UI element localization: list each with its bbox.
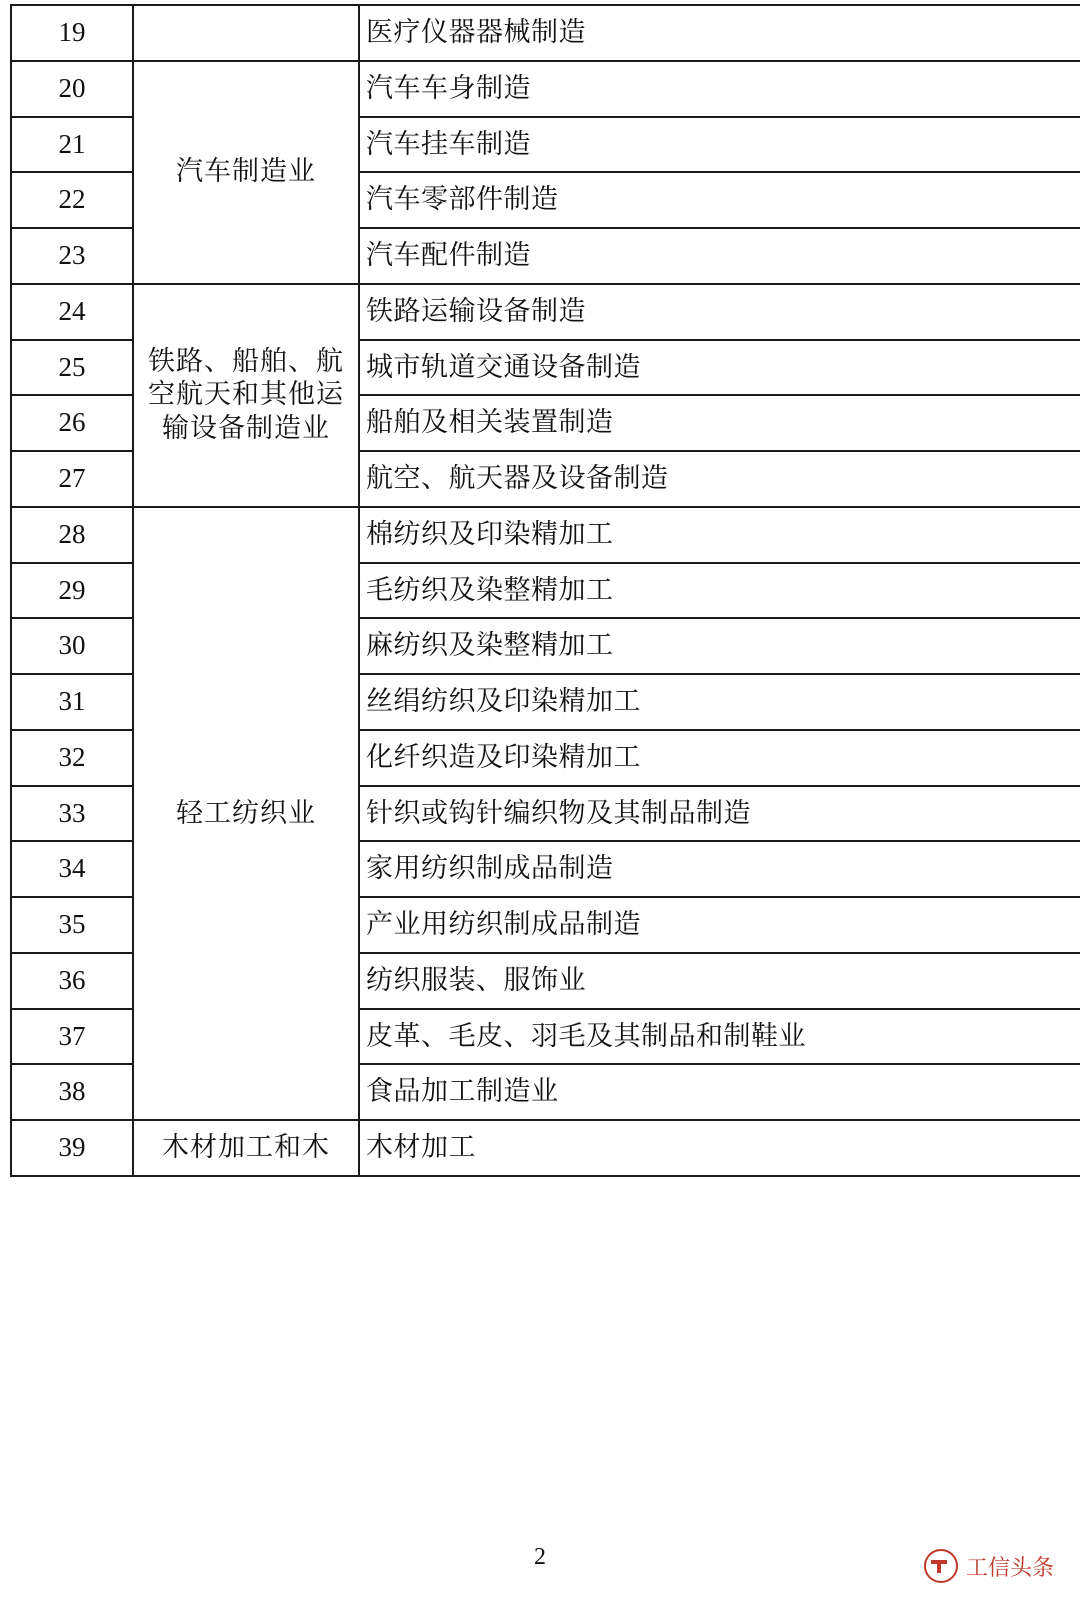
- wechat-official-account-icon: [924, 1549, 958, 1583]
- page-number: 2: [534, 1544, 546, 1570]
- row-number: 24: [11, 284, 133, 340]
- row-item: 木材加工: [359, 1120, 1080, 1176]
- row-item: 城市轨道交通设备制造: [359, 340, 1080, 396]
- row-item: 针织或钩针编织物及其制品制造: [359, 786, 1080, 842]
- row-number: 25: [11, 340, 133, 396]
- row-item: 皮革、毛皮、羽毛及其制品和制鞋业: [359, 1009, 1080, 1065]
- row-number: 31: [11, 674, 133, 730]
- table-body: [11, 5, 1080, 1176]
- table-row: [11, 5, 1080, 61]
- row-item: 毛纺织及染整精加工: [359, 563, 1080, 619]
- row-item: 航空、航天器及设备制造: [359, 451, 1080, 507]
- row-number: 27: [11, 451, 133, 507]
- row-number: 36: [11, 953, 133, 1009]
- table-row: [11, 284, 1080, 340]
- row-number: 37: [11, 1009, 133, 1065]
- row-number: 23: [11, 228, 133, 284]
- row-item: 家用纺织制成品制造: [359, 841, 1080, 897]
- row-item: 产业用纺织制成品制造: [359, 897, 1080, 953]
- row-item: 汽车车身制造: [359, 61, 1080, 117]
- row-item: 棉纺织及印染精加工: [359, 507, 1080, 563]
- watermark-label: 工信头条: [965, 1554, 1054, 1580]
- row-number: 39: [11, 1120, 133, 1176]
- industry-catalog-table: [10, 4, 1080, 1177]
- row-number: 32: [11, 730, 133, 786]
- row-number: 20: [11, 61, 133, 117]
- table-row: [11, 507, 1080, 563]
- row-number: 19: [11, 5, 133, 61]
- row-number: 22: [11, 172, 133, 228]
- row-category: 轻工纺织业: [133, 507, 359, 1120]
- row-item: 汽车挂车制造: [359, 117, 1080, 173]
- document-page: [0, 4, 1080, 1605]
- watermark: [924, 1549, 1054, 1583]
- row-number: 28: [11, 507, 133, 563]
- row-item: 汽车配件制造: [359, 228, 1080, 284]
- row-category: [133, 5, 359, 61]
- row-number: 35: [11, 897, 133, 953]
- row-number: 34: [11, 841, 133, 897]
- row-item: 食品加工制造业: [359, 1064, 1080, 1120]
- row-item: 船舶及相关装置制造: [359, 395, 1080, 451]
- row-item: 汽车零部件制造: [359, 172, 1080, 228]
- row-item: 铁路运输设备制造: [359, 284, 1080, 340]
- row-item: 麻纺织及染整精加工: [359, 618, 1080, 674]
- row-item: 丝绢纺织及印染精加工: [359, 674, 1080, 730]
- row-number: 29: [11, 563, 133, 619]
- row-number: 38: [11, 1064, 133, 1120]
- row-number: 21: [11, 117, 133, 173]
- row-item: 纺织服装、服饰业: [359, 953, 1080, 1009]
- row-category: 铁路、船舶、航空航天和其他运输设备制造业: [133, 284, 359, 507]
- row-category: 汽车制造业: [133, 61, 359, 284]
- table-row: [11, 61, 1080, 117]
- row-item: 医疗仪器器械制造: [359, 5, 1080, 61]
- row-number: 33: [11, 786, 133, 842]
- row-number: 30: [11, 618, 133, 674]
- table-row: [11, 1120, 1080, 1176]
- row-item: 化纤织造及印染精加工: [359, 730, 1080, 786]
- row-category: 木材加工和木: [133, 1120, 359, 1176]
- row-number: 26: [11, 395, 133, 451]
